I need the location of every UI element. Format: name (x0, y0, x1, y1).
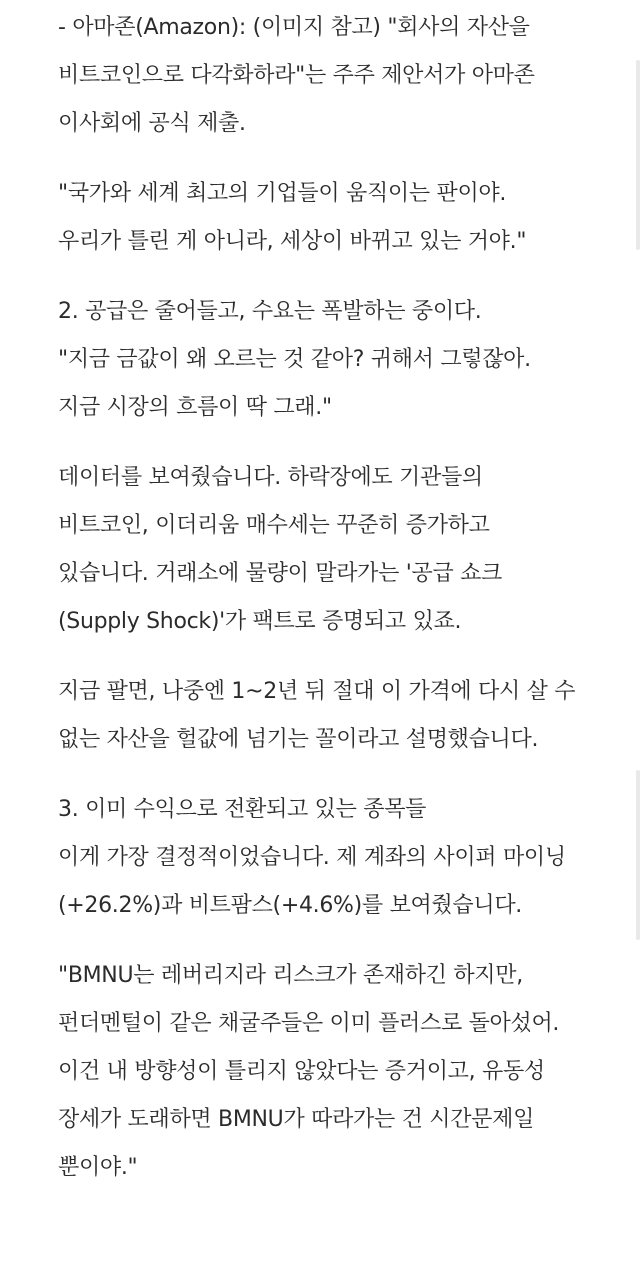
text-line: 비트코인으로 다각화하라"는 주주 제안서가 아마존 (58, 63, 535, 88)
quote-line: 지금 시장의 흐름이 딱 그래." (58, 395, 332, 420)
scrollbar-marker (636, 770, 640, 940)
quote-line: "BMNU는 레버리지라 리스크가 존재하긴 하지만, (58, 963, 523, 988)
text-line: 이사회에 공식 제출. (58, 111, 246, 136)
quote-line: 우리가 틀린 게 아니라, 세상이 바뀌고 있는 거야." (58, 229, 527, 254)
text-line: 지금 팔면, 나중엔 1~2년 뒤 절대 이 가격에 다시 살 수 (58, 679, 576, 704)
text-line: (+26.2%)과 비트팜스(+4.6%)를 보여줬습니다. (58, 893, 522, 918)
quote-line: 뿐이야." (58, 1155, 138, 1180)
text-line: 없는 자산을 헐값에 넘기는 꼴이라고 설명했습니다. (58, 727, 539, 752)
quote-line: 장세가 도래하면 BMNU가 따라가는 건 시간문제일 (58, 1107, 535, 1132)
scrollbar-thumb[interactable] (636, 60, 640, 250)
scrollbar[interactable] (630, 0, 640, 1280)
text-line: - 아마존(Amazon): (이미지 참고) "회사의 자산을 (58, 15, 530, 40)
section-heading-supply: 2. 공급은 줄어들고, 수요는 폭발하는 중이다. (58, 299, 482, 324)
text-line: 데이터를 보여줬습니다. 하락장에도 기관들의 (58, 465, 483, 490)
text-line: 이게 가장 결정적이었습니다. 제 계좌의 사이퍼 마이닝 (58, 845, 566, 870)
text-line: 있습니다. 거래소에 물량이 말라가는 '공급 쇼크 (58, 561, 502, 586)
quote-line: "지금 금값이 왜 오르는 것 같아? 귀해서 그렇잖아. (58, 347, 531, 372)
text-line: 비트코인, 이더리움 매수세는 꾸준히 증가하고 (58, 513, 490, 538)
text-line: (Supply Shock)'가 팩트로 증명되고 있죠. (58, 609, 462, 634)
section-heading-profit: 3. 이미 수익으로 전환되고 있는 종목들 (58, 797, 427, 822)
quote-line: 이건 내 방향성이 틀리지 않았다는 증거이고, 유동성 (58, 1059, 545, 1084)
quote-line: "국가와 세계 최고의 기업들이 움직이는 판이야. (58, 181, 507, 206)
quote-line: 펀더멘털이 같은 채굴주들은 이미 플러스로 돌아섰어. (58, 1011, 560, 1036)
